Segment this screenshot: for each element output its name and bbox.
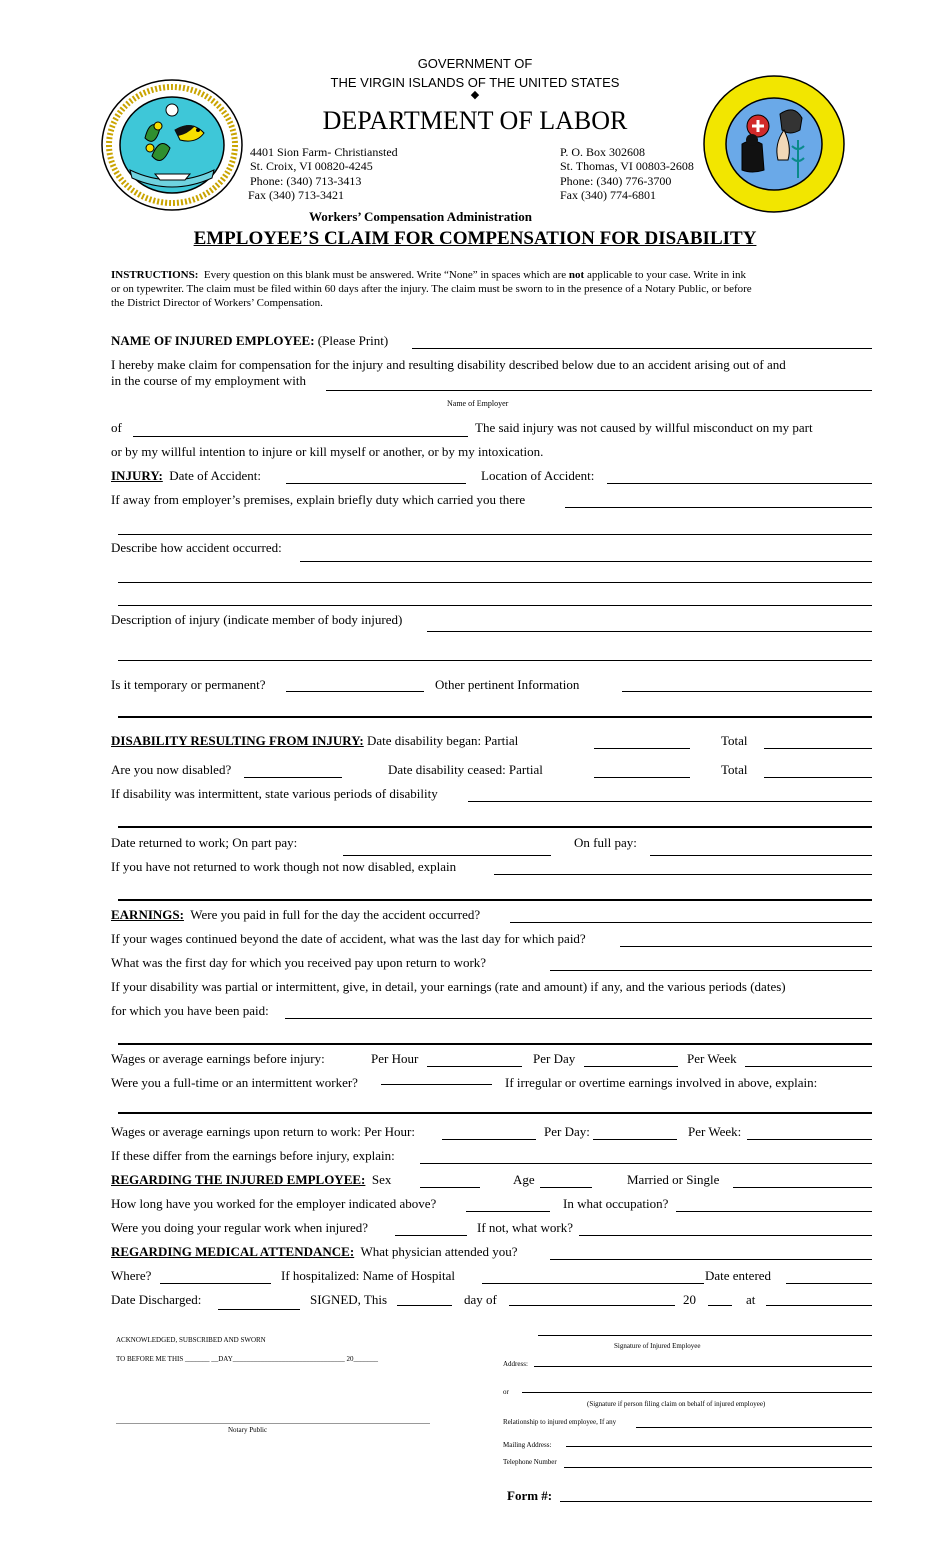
ifnot-field[interactable] (579, 1235, 872, 1236)
not-returned-label: If you have not returned to work though not now disabled, explain (111, 859, 457, 874)
gov-line-1: GOVERNMENT OF (417, 56, 533, 71)
describe-accident-field-3[interactable] (118, 605, 872, 606)
medical-label: REGARDING MEDICAL ATTENDANCE: (111, 1244, 355, 1259)
behalf-caption: (Signature if person filing claim on behalf of injured employee) (587, 1400, 766, 1408)
stthomas-fax: Fax (340) 774-6801 (560, 188, 656, 202)
full-pay-field[interactable] (650, 855, 872, 856)
returned-part-pay-field[interactable] (343, 855, 551, 856)
employee-name-field[interactable] (412, 348, 872, 349)
discharged-field[interactable] (218, 1309, 300, 1310)
irregular-field[interactable] (118, 1112, 872, 1114)
notary-before-me: TO BEFORE ME THIS _______ __DAY________________________________ 20_______ (116, 1355, 378, 1363)
intermittent-field[interactable] (468, 801, 872, 802)
regular-work-label: Were you doing your regular work when injured? (111, 1220, 369, 1235)
medical-row (111, 1244, 517, 1260)
injury-description-field-2[interactable] (118, 660, 872, 661)
sex-label: Sex (371, 1172, 392, 1187)
injury-description-field[interactable] (427, 631, 872, 632)
injury-date-label: Date of Accident: (169, 468, 261, 483)
form-number-field[interactable] (560, 1501, 872, 1502)
howlong-field[interactable] (466, 1211, 550, 1212)
earnings-q1-row (111, 907, 480, 923)
intermittent-field-2[interactable] (118, 826, 872, 828)
intermittent-label: If disability was intermittent, state various periods of disability (111, 786, 438, 801)
disability-began-label: Date disability began: Partial (367, 733, 519, 748)
away-duty-field-2[interactable] (118, 534, 872, 535)
away-duty-field[interactable] (565, 507, 872, 508)
claim-line-2: in the course of my employment with (111, 373, 306, 388)
injury-date-row (111, 468, 261, 484)
disability-label: DISABILITY RESULTING FROM INJURY: (111, 733, 364, 748)
howlong-label: How long have you worked for the employer indicated above? (111, 1196, 437, 1211)
claim-line-1: I hereby make claim for compensation for the injury and resulting disability described below due to an accident arising out of and (111, 357, 786, 372)
mailing-address-label: Mailing Address: (503, 1441, 552, 1449)
per-day-2-label: Per Day: (544, 1124, 590, 1139)
other-info-field-2[interactable] (118, 716, 872, 718)
occupation-label: In what occupation? (563, 1196, 669, 1211)
accident-date-field[interactable] (286, 483, 466, 484)
earnings-q4-field[interactable] (285, 1018, 872, 1019)
employee-name-hint: (Please Print) (317, 333, 389, 348)
employee-name-label-bold: NAME OF INJURED EMPLOYEE: (111, 333, 315, 348)
stthomas-phone: Phone: (340) 776-3700 (560, 174, 672, 188)
misconduct-line-2: or by my willful intention to injure or kill myself or another, or by my intoxication. (111, 444, 544, 459)
employer-name-field[interactable] (326, 390, 872, 391)
gov-line-2: THE VIRGIN ISLANDS OF THE UNITED STATES (330, 75, 620, 90)
stthomas-address: P. O. Box 302608 (560, 145, 646, 159)
mailing-address-field[interactable] (566, 1446, 872, 1447)
temporary-permanent-field[interactable] (286, 691, 424, 692)
instructions-text-1a: Every question on this blank must be answered. Write “None” in spaces which are (203, 269, 567, 281)
stthomas-city: St. Thomas, VI 00803-2608 (560, 159, 694, 173)
wages-after-week-field[interactable] (747, 1139, 872, 1140)
accident-location-label: Location of Accident: (481, 468, 595, 483)
married-label: Married or Single (627, 1172, 720, 1187)
regarding-employee-label: REGARDING THE INJURED EMPLOYEE: (111, 1172, 366, 1187)
wages-after-hour-field[interactable] (442, 1139, 536, 1140)
disability-began-row (111, 733, 518, 749)
wages-before-day-field[interactable] (584, 1066, 678, 1067)
relationship-field[interactable] (636, 1427, 872, 1428)
disability-ceased-total-label: Total (721, 762, 748, 777)
disability-ceased-label: Date disability ceased: Partial (388, 762, 543, 777)
admin-title: Workers’ Compensation Administration (309, 209, 532, 224)
earnings-label: EARNINGS: (111, 907, 184, 922)
misconduct-line-1: The said injury was not caused by willful misconduct on my part (475, 420, 813, 435)
regular-work-field[interactable] (395, 1235, 467, 1236)
describe-accident-field-2[interactable] (118, 582, 872, 583)
diamond-icon: ◆ (470, 89, 480, 101)
signed-day-field[interactable] (397, 1305, 452, 1306)
notary-public-label: Notary Public (228, 1426, 268, 1434)
wages-before-week-field[interactable] (745, 1066, 872, 1067)
instructions-line-2: or on typewriter. The claim must be filed within 60 days after the injury. The claim must be sworn to in the presence of a Notary Public, or before (111, 283, 752, 295)
describe-accident-label: Describe how accident occurred: (111, 540, 282, 555)
department-title: DEPARTMENT OF LABOR (322, 106, 628, 135)
physician-field[interactable] (550, 1259, 872, 1260)
employer-name-caption: Name of Employer (447, 399, 509, 408)
fulltime-label: Were you a full-time or an intermittent worker? (111, 1075, 358, 1090)
signed-year-field[interactable] (708, 1305, 732, 1306)
employee-name-label (111, 333, 388, 349)
address-field[interactable] (534, 1366, 872, 1367)
relationship-label: Relationship to injured employee, If any (503, 1418, 617, 1426)
stcroix-city: St. Croix, VI 00820-4245 (250, 159, 373, 173)
hospital-label: If hospitalized: Name of Hospital (281, 1268, 456, 1283)
disability-began-total-field[interactable] (764, 748, 872, 749)
age-label: Age (513, 1172, 535, 1187)
instructions-not: not (568, 269, 585, 281)
where-field[interactable] (160, 1283, 271, 1284)
instructions-line-1 (111, 269, 746, 281)
earnings-q3-label: What was the first day for which you received pay upon return to work? (111, 955, 487, 970)
instructions-text-1b: applicable to your case. Write in ink (586, 269, 747, 281)
date-entered-label: Date entered (705, 1268, 772, 1283)
employer-address-field[interactable] (133, 436, 468, 437)
earnings-q3-field[interactable] (550, 970, 872, 971)
age-field[interactable] (540, 1187, 592, 1188)
other-info-field[interactable] (622, 691, 872, 692)
earnings-q1-field[interactable] (510, 922, 872, 923)
wages-before-hour-field[interactable] (427, 1066, 522, 1067)
hospital-field[interactable] (482, 1283, 704, 1284)
occupation-field[interactable] (676, 1211, 872, 1212)
injury-description-label: Description of injury (indicate member of body injured) (111, 612, 403, 627)
physician-label: What physician attended you? (360, 1244, 518, 1259)
returned-part-pay-label: Date returned to work; On part pay: (111, 835, 298, 850)
notary-acknowledged: ACKNOWLEDGED, SUBSCRIBED AND SWORN (116, 1336, 266, 1344)
sex-field[interactable] (420, 1187, 480, 1188)
differ-label: If these differ from the earnings before injury, explain: (111, 1148, 395, 1163)
behalf-signature-field[interactable] (522, 1392, 872, 1393)
now-disabled-label: Are you now disabled? (111, 762, 232, 777)
day-of-label: day of (464, 1292, 497, 1307)
ifnot-label: If not, what work? (477, 1220, 574, 1235)
disability-began-total-label: Total (721, 733, 748, 748)
signed-month-field[interactable] (509, 1305, 675, 1306)
where-label: Where? (111, 1268, 152, 1283)
per-day-label: Per Day (533, 1051, 576, 1066)
other-info-label: Other pertinent Information (435, 677, 580, 692)
instructions-line-3: the District Director of Workers’ Compensation. (111, 297, 323, 309)
year-20-label: 20 (683, 1292, 696, 1307)
of-label: of (111, 420, 122, 435)
earnings-q2-label: If your wages continued beyond the date of accident, what was the last day for which paid? (111, 931, 586, 946)
temporary-permanent-label: Is it temporary or permanent? (111, 677, 266, 692)
stcroix-fax: Fax (340) 713-3421 (248, 188, 344, 202)
signed-at-field[interactable] (766, 1305, 872, 1306)
at-label: at (746, 1292, 756, 1307)
married-field[interactable] (733, 1187, 872, 1188)
per-week-2-label: Per Week: (688, 1124, 742, 1139)
wages-after-label: Wages or average earnings upon return to work: Per Hour: (111, 1124, 415, 1139)
wages-before-label: Wages or average earnings before injury: (111, 1051, 325, 1066)
stcroix-phone: Phone: (340) 713-3413 (250, 174, 362, 188)
full-pay-label: On full pay: (574, 835, 637, 850)
date-entered-field[interactable] (786, 1283, 872, 1284)
per-hour-label: Per Hour (371, 1051, 419, 1066)
wages-after-day-field[interactable] (593, 1139, 677, 1140)
employee-signature-field[interactable] (538, 1335, 872, 1336)
discharged-label: Date Discharged: (111, 1292, 202, 1307)
not-returned-field-2[interactable] (118, 899, 872, 901)
per-week-label: Per Week (687, 1051, 737, 1066)
employee-signature-caption: Signature of Injured Employee (614, 1342, 701, 1350)
stcroix-address: 4401 Sion Farm- Christiansted (250, 145, 398, 159)
irregular-label: If irregular or overtime earnings involved in above, explain: (505, 1075, 818, 1090)
earnings-q2-field[interactable] (620, 946, 872, 947)
now-disabled-field[interactable] (244, 777, 342, 778)
earnings-q1-label: Were you paid in full for the day the accident occurred? (190, 907, 481, 922)
telephone-label: Telephone Number (503, 1458, 557, 1466)
form-title: EMPLOYEE’S CLAIM FOR COMPENSATION FOR DISABILITY (193, 228, 757, 249)
earnings-q4b-label: for which you have been paid: (111, 1003, 269, 1018)
notary-signature-field[interactable] (116, 1423, 430, 1424)
describe-accident-field[interactable] (300, 561, 872, 562)
disability-ceased-partial-field[interactable] (594, 777, 690, 778)
disability-began-partial-field[interactable] (594, 748, 690, 749)
telephone-field[interactable] (564, 1467, 872, 1468)
not-returned-field[interactable] (494, 874, 872, 875)
disability-ceased-total-field[interactable] (764, 777, 872, 778)
regarding-employee-row (111, 1172, 391, 1188)
form-number-label: Form #: (507, 1488, 553, 1503)
signed-this-label: SIGNED, This (310, 1292, 388, 1307)
accident-location-field[interactable] (607, 483, 872, 484)
earnings-q4-field-2[interactable] (118, 1043, 872, 1045)
injury-label: INJURY: (111, 468, 163, 483)
address-label: Address: (503, 1360, 528, 1368)
earnings-q4-label: If your disability was partial or intermittent, give, in detail, your earnings (rate and amount) if any, and the various periods (dates) (111, 979, 786, 994)
fulltime-field[interactable] (381, 1084, 492, 1085)
instructions-label: INSTRUCTIONS: (111, 269, 199, 281)
differ-field[interactable] (420, 1163, 872, 1164)
or-label: or (503, 1388, 509, 1396)
away-duty-label: If away from employer’s premises, explain briefly duty which carried you there (111, 492, 526, 507)
